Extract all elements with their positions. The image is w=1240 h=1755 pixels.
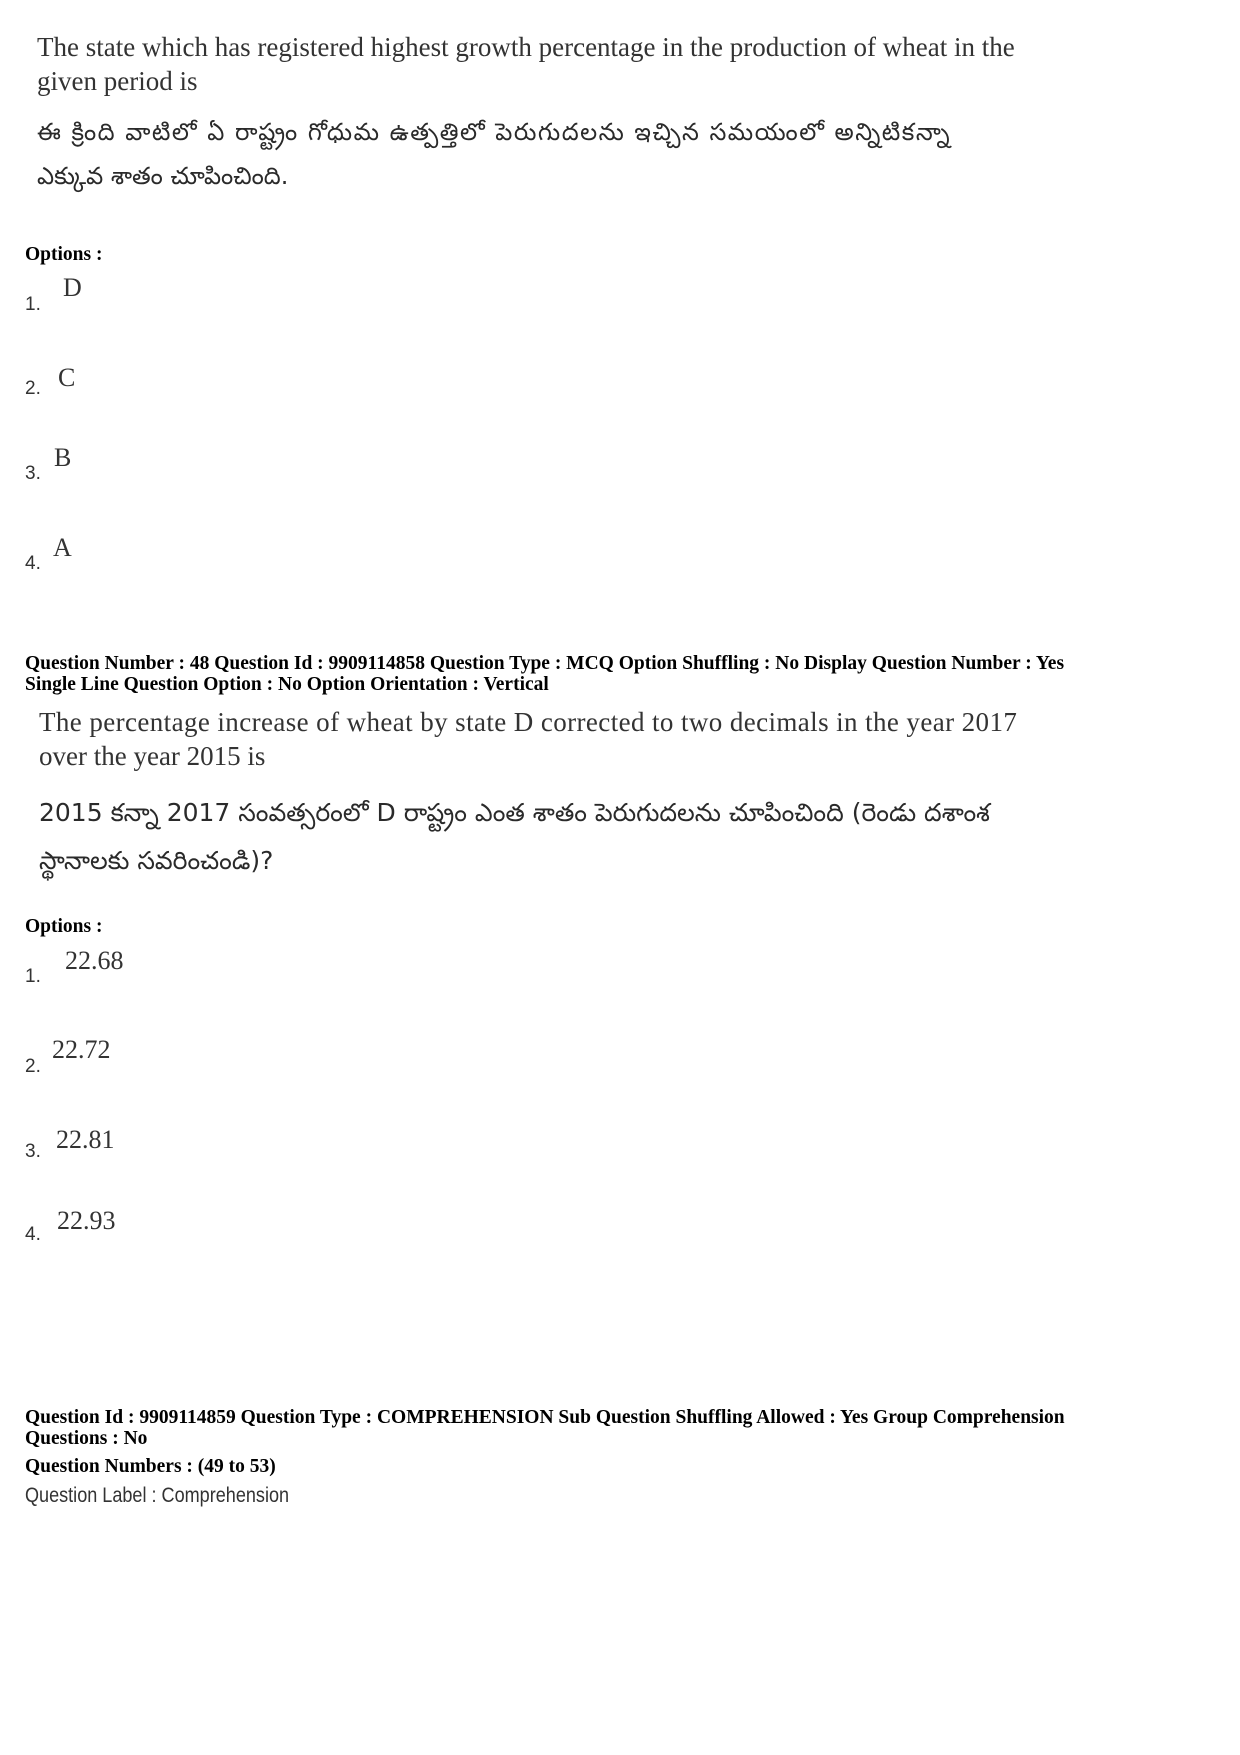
q48-option-1-value[interactable]: 22.68 [65,946,124,975]
q48-english-line2: over the year 2015 is [39,741,266,771]
q47-option-1-number: 1. [25,294,41,315]
q48-option-4-number: 4. [25,1224,41,1245]
q48-option-3-value[interactable]: 22.81 [56,1125,115,1154]
q47-option-3-value[interactable]: B [54,443,72,472]
q48-english-line1: The percentage increase of wheat by state D corrected to two decimals in the year 2017 [39,707,1018,737]
q48-meta-line1: Question Number : 48 Question Id : 9909114858 Question Type : MCQ Option Shuffling : No Display Question Number : Yes [25,653,1065,674]
comprehension-meta-line2: Questions : No [25,1428,148,1449]
q48-telugu-line2: స్థానాలకు సవరించండి)? [39,846,274,875]
q47-options-label: Options : [25,244,103,265]
q48-options-label: Options : [25,916,103,937]
q47-option-4-number: 4. [25,553,41,574]
q48-option-2-value[interactable]: 22.72 [52,1035,111,1064]
q47-english-line1: The state which has registered highest growth percentage in the production of wheat in the [37,32,1015,62]
q48-option-2-number: 2. [25,1056,41,1077]
q47-option-2-value[interactable]: C [58,363,76,392]
q48-meta-line2: Single Line Question Option : No Option Orientation : Vertical [25,674,549,695]
q48-option-3-number: 3. [25,1141,41,1162]
q47-english-line2: given period is [37,66,198,96]
q47-option-4-value[interactable]: A [53,533,72,562]
comprehension-question-numbers: Question Numbers : (49 to 53) [25,1456,276,1477]
q47-question-image [37,30,1015,194]
q47-telugu-line1: ఈ క్రింది వాటిలో ఏ రాష్ట్రం గోధుమ ఉత్పత్తిలో పెరుగుదలను ఇచ్చిన సమయంలో అన్నిటికన్నా [37,118,952,146]
q48-option-4-value[interactable]: 22.93 [57,1206,116,1235]
q48-option-1-number: 1. [25,966,41,987]
q47-option-2-number: 2. [25,378,41,399]
q48-question-image [39,705,1017,879]
q48-telugu-line1: 2015 కన్నా 2017 సంవత్సరంలో D రాష్ట్రం ఎంత శాతం పెరుగుదలను చూపించింది (రెండు దశాంశ [39,798,990,827]
comprehension-question-label: Question Label : Comprehension [25,1484,290,1507]
q47-telugu-line2: ఎక్కువ శాతం చూపించింది. [37,162,289,190]
q47-option-1-value[interactable]: D [63,273,82,302]
comprehension-meta-line1: Question Id : 9909114859 Question Type : COMPREHENSION Sub Question Shuffling Allowed : Yes Group Comprehension [25,1407,1065,1428]
q47-option-3-number: 3. [25,463,41,484]
